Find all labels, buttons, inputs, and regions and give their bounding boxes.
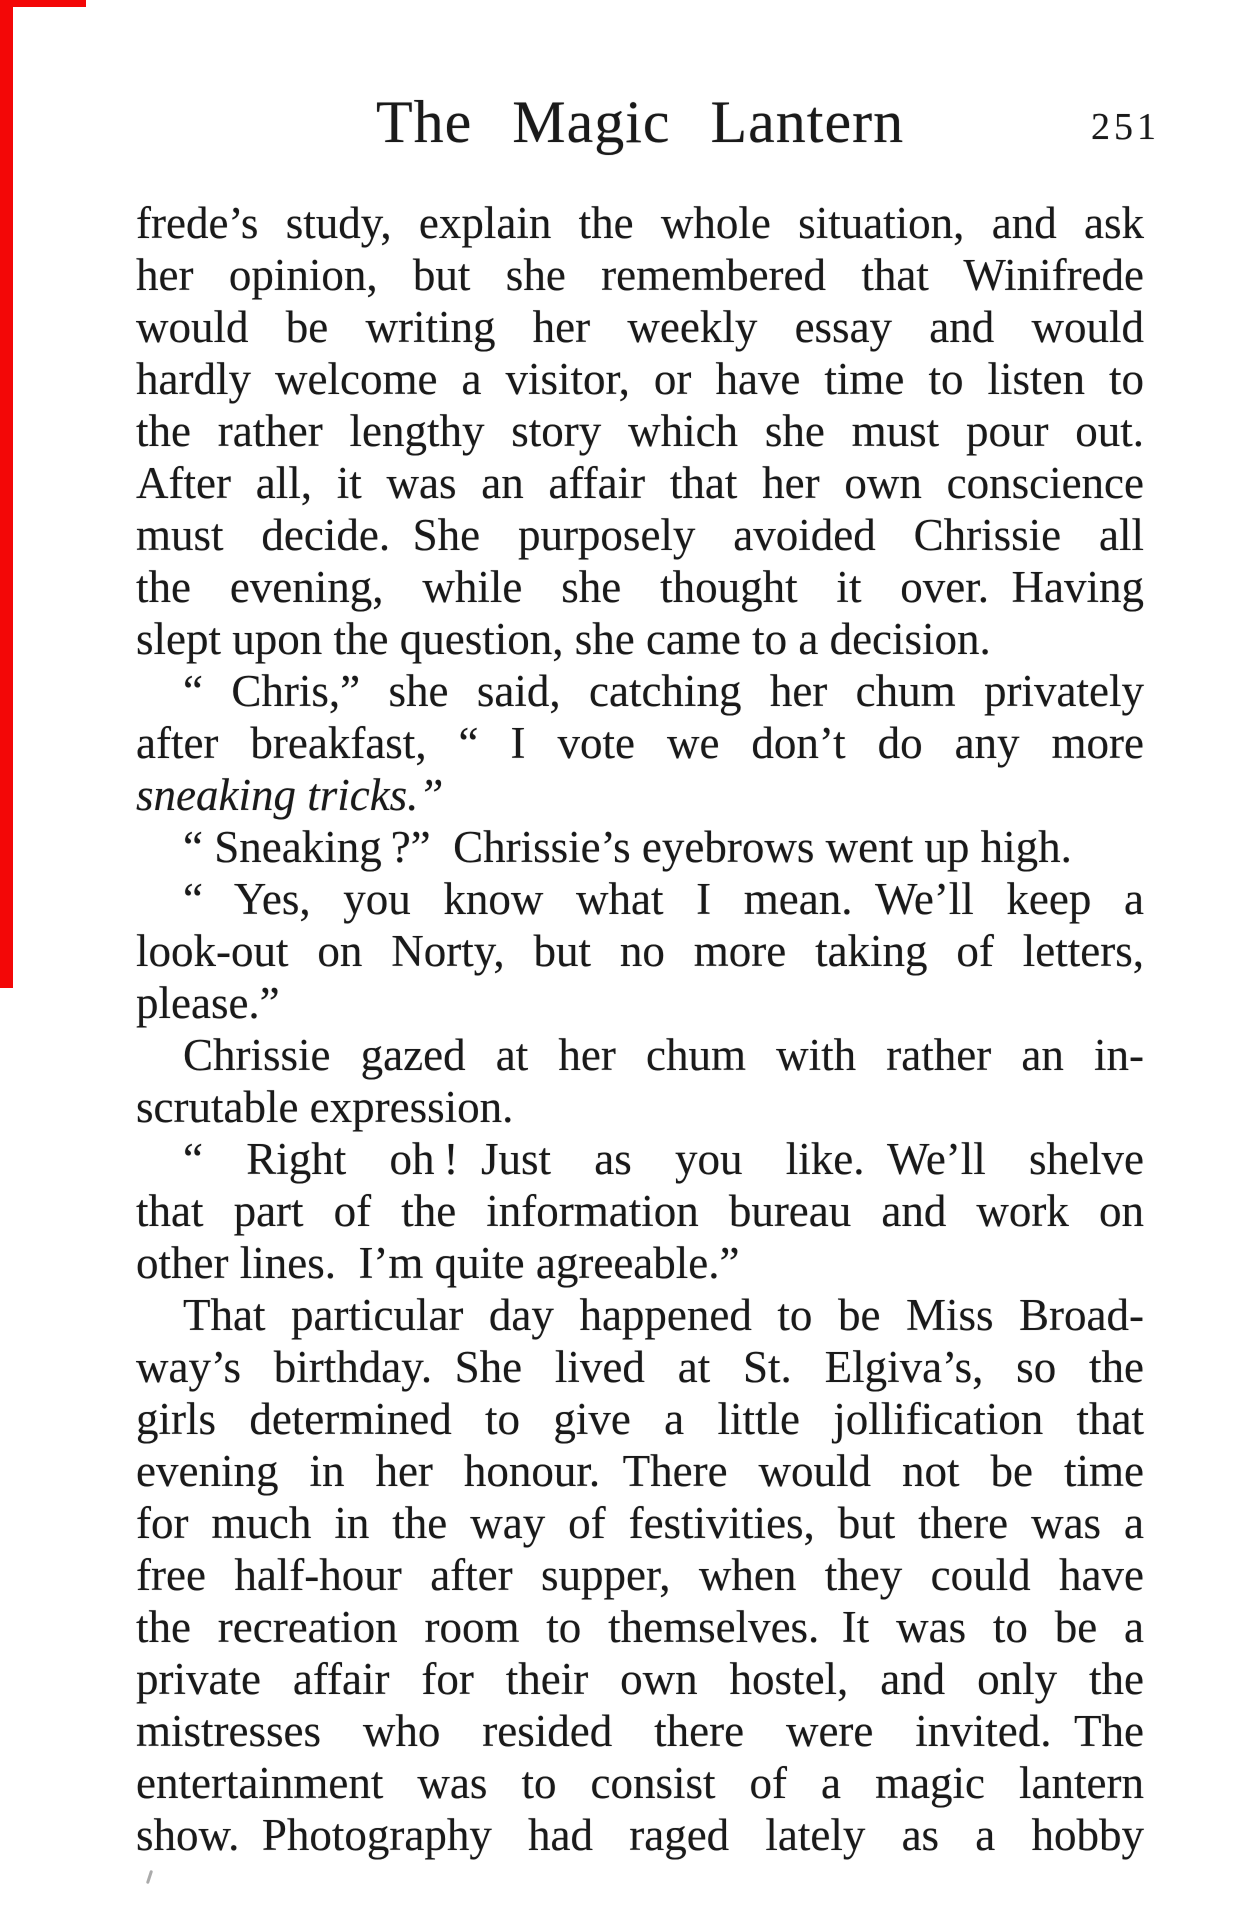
text-line: hardly welcome a visitor, or have time to listen to <box>136 354 1144 404</box>
text-line: After all, it was an affair that her own conscience <box>136 458 1144 508</box>
text-line: look-out on Norty, but no more taking of letters, <box>136 926 1144 976</box>
text-line: private affair for their own hostel, and only the <box>136 1654 1144 1704</box>
text-line: sneaking tricks.” <box>136 770 444 820</box>
text-line: mistresses who resided there were invited. The <box>136 1706 1144 1756</box>
text-line: girls determined to give a little jollification that <box>136 1394 1144 1444</box>
scan-speck <box>146 1870 153 1884</box>
text-line: evening in her honour. There would not be time <box>136 1446 1144 1496</box>
text-line: her opinion, but she remembered that Winifrede <box>136 250 1144 300</box>
text-line: “ Right oh ! Just as you like. We’ll shelve <box>183 1134 1144 1184</box>
text-line: That particular day happened to be Miss Broad- <box>183 1290 1144 1340</box>
running-head <box>136 86 1160 158</box>
text-line: that part of the information bureau and work on <box>136 1186 1144 1236</box>
page-number: 251 <box>1091 106 1160 148</box>
text-line: must decide. She purposely avoided Chrissie all <box>136 510 1144 560</box>
text-line: frede’s study, explain the whole situation, and ask <box>136 198 1144 248</box>
text-line: entertainment was to consist of a magic lantern <box>136 1758 1144 1808</box>
text-line: please.” <box>136 978 280 1028</box>
text-line: the evening, while she thought it over. Having <box>136 562 1144 612</box>
text-line: the recreation room to themselves. It was to be a <box>136 1602 1144 1652</box>
text-line: slept upon the question, she came to a decision. <box>136 614 991 664</box>
text-line: “ Sneaking ?” Chrissie’s eyebrows went up high. <box>183 822 1072 872</box>
body-text <box>136 197 1144 1861</box>
text-line: show. Photography had raged lately as a hobby <box>136 1810 1144 1860</box>
text-line: after breakfast, “ I vote we don’t do any more <box>136 718 1144 768</box>
scan-edge-artifact-left <box>0 0 13 988</box>
text-line: way’s birthday. She lived at St. Elgiva’s, so the <box>136 1342 1144 1392</box>
text-line: “ Yes, you know what I mean. We’ll keep a <box>183 874 1144 924</box>
text-line: free half-hour after supper, when they could have <box>136 1550 1144 1600</box>
text-line: Chrissie gazed at her chum with rather an in- <box>183 1030 1144 1080</box>
scan-edge-artifact-top <box>0 0 86 7</box>
page-title: The Magic Lantern <box>375 89 905 155</box>
text-line: “ Chris,” she said, catching her chum privately <box>183 666 1144 716</box>
text-line: scrutable expression. <box>136 1082 514 1132</box>
text-line: the rather lengthy story which she must pour out. <box>136 406 1144 456</box>
text-line: would be writing her weekly essay and would <box>136 302 1144 352</box>
text-line: other lines. I’m quite agreeable.” <box>136 1238 740 1288</box>
text-line: for much in the way of festivities, but there was a <box>136 1498 1144 1548</box>
